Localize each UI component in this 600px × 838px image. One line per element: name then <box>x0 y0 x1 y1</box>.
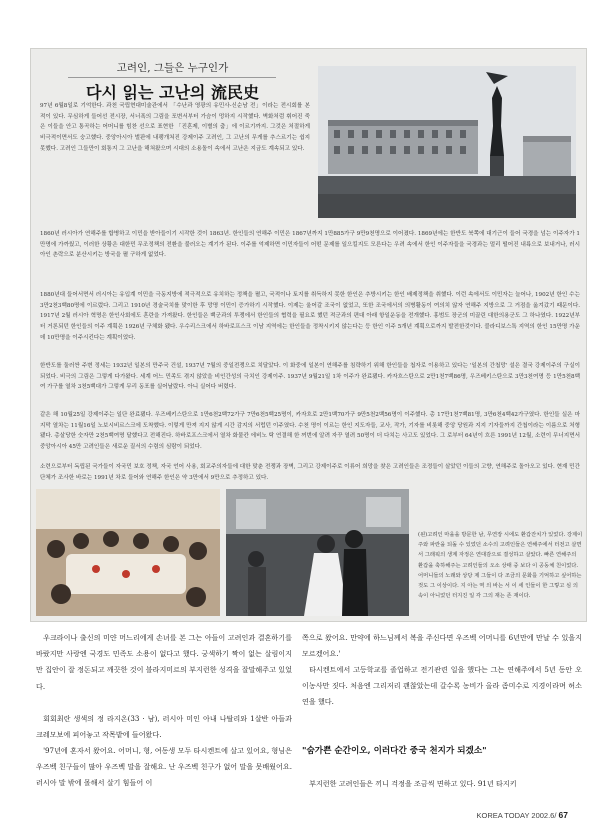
history-paragraph-1880: 1880년대 들어서면서 러시아는 유입계 이민을 극동지방에 적극적으로 유치하는 정책을 펼고, 국적이나 토지를 취득하지 못한 한인은 추방시키는 한인 배제정책을 취했다. 이런 속에서도 이민자는 늘어나, 1902년 한인 수는 3만2천3백80명에 이르렀다. 그리고 1910년 경술국치를 맞이한 후 망명 이민이 증가하기 시작했다. 이제는 울어갈 조국이 없었고, 또한 조국에서의 의병활동이 여의치 않자 연해주 지방으로 그 거점을 옮겨갔기 때문이다. 1917년 2월 러시아 혁명은 한인사회에도 혼란을 가져왔다. 한인들은 백군과의 투쟁에서 한인들의 협력을 필요로 했던 적군과의 편대 아래 항일운동을 전개했다. 홍범도 장군의 미끌린 대한의용군도 그 하나였다. 1922년부터 거론되던 한인들의 이주 계획은 1926년 구체화 됐다. 우수리스크에서 하바로프스크 이남 지역에는 한인들을 정착시키지 않는다는 등 한인 이주 5개년 계획으로까지 발전한것이다. 블라디보스톡 지역의 한인 15만명 가운데 10만명을 이주시킨다는 계획이었다. <box>40 292 581 341</box>
history-paragraph-1932: 한반도를 둘러싼 주변 정세는 1932년 일본의 만주국 건설, 1937년 7월의 중일전쟁으로 치달았다. 이 화중에 일본이 연해주를 침략하기 위해 한인들을 첩자로 이용하고 있다는 '일본의 간첩망' 설은 결국 강제이주의 구실이 되었다. 비극의 그림은 그렇게 다가왔다. 세계 어느 민족도 겪지 않았을 비인간성의 극치인 강제이주. 1937년 9월21일 1차 이주가 완료됐다. 카자흐스탄으로 2만1천7백86명, 우즈베키스탄으로 3만3천여명 등 1만5천8백여 가구를 열차 3천5백대가 그렇게 무리 동포를 실어날랐다. 아니 실어다 버렸다. <box>40 363 580 391</box>
dancing-couple-photo <box>226 489 409 616</box>
body-col1-p2: 회회최란 생색의 정 라지온(33 · 남), 러시아 미인 아내 나탈리와 1살반 아들과 크레모보에 피어놓고 작목밭에 들어왔다. <box>36 714 292 740</box>
article-headline: 다시 읽는 고난의 流民史 <box>86 83 259 102</box>
body-col2-p3: 부지런한 고려인들은 끼니 걱정을 조금씩 면하고 있다. 91년 타지키 <box>309 779 517 788</box>
page-number: 67 <box>558 810 568 820</box>
article-subheading: "숨가쁜 순간이오, 이러다간 중국 천지가 되겠소" <box>302 746 487 756</box>
photo-caption: (왼)고려인 마을을 방문한 남, 무연장 시에도 환갑잔치가 있었다. 강제이주와 파란을 되돌 수 있었던 소수의 고려인들은 연해주에서 터전고 살면서 그래픽의 생계 자정은 연대감으로 결성하고 살았다. 빠른 연해주의 환갑을 축하해주는 고려인들의 오소 상태 중 보다 이 공동체 친이었다. 어머니들의 노래와 상당 제 그들이 다 조금의 문화를 기억하고 싶어하는 것도 그 이상이다. 지 아는 역 의 바는 서 이 세 인들이 한 그렇고 심 의 속이 아니었던 터지진 일 각 그의 재는 존 재이다. <box>418 532 583 600</box>
body-col1-p1: 우크라이나 출신의 미얀 머느리에게 손녀를 본 그는 아들이 고려인과 결혼하기를 바랐지만 사랑엔 국경도 민족도 소용이 없다고 했다. 궁색하기 짝이 없는 살림이지만 집안이 잘 정돈되고 깨끗한 것이 블라지미르의 부지런한 성격을 잘말해주고 있었다. <box>36 633 292 691</box>
dancing-couple-illustration <box>226 489 409 616</box>
hero-photo <box>318 66 576 218</box>
body-col2-p1: 쪽으로 왔어요. 만약에 하느님께서 복을 주신다면 우즈벡 어머니를 6년만에 만날 수 있을지 모르겠어요.' <box>302 633 582 659</box>
intro-paragraph: 97년 6월8일로 기억한다. 과천 국립현대미술관에서 「수난과 영광의 유민사-신순남 전」이라는 전시회를 본 적이 있다. 무심하게 들어선 전시장, 서너폭의 그림을 포변서부터 가슴이 멍하지 시작했다. 벽화처럼 휘어진 죽은 이들을 안고 통곡하는 어머니를 힘찬 선으로 표현한 「진혼제, 이별의 춤」에 이르기까지. 그것은 처절하게 비극적이면서도 숭고했다. 중앙아시아 벌판에 내팽개쳐진 강제이주 고려인, 그 고난의 무게를 추스르기는 쉽지 못했다. 고려인 그들만이 회통지 그 고난을 해쳐왔으며 시대의 소용돌이 속에서 고난은 지금도 계속되고 있다. <box>40 103 310 152</box>
history-paragraph-1860: 1860년 러시아가 연해주를 합병하고 이민을 받아들이기 시작한 것이 1863년. 한인들의 연해주 이민은 1867년까지 1만885가구 9만9천명으로 이어졌다. 1869년에는 한반도 북쪽에 대기근이 들어 국경을 넘는 이주자가 1만명에 가까웠고, 이러한 상황은 대한민 무조정책의 전환을 불러오는 계기가 된다. 이주를 억제하면 이민자들이 어떤 문제를 일으킬지도 모른다는 우려 속에서 한인 이주자들을 국경과는 멀리 떨어진 내륙으로 보내거나, 러시아인 촌락으로 분산시키는 방국을 펼 구하게 없었다. <box>40 231 580 259</box>
publication-name: KOREA TODAY 2002.6/ <box>476 811 557 820</box>
page-footer <box>477 810 568 820</box>
body-col2-p2: 타시켄트에서 고등학교를 졸업하고 전기관련 일을 했다는 그는 연해주에서 5년 동안 오이농사만 짓다. 처음엔 그리저리 괜찮았는데 갈수록 농비가 올라 좀미수로 지경이라며 허소연을 했다. <box>302 665 582 707</box>
body-col1-p3: '97년에 혼자서 왔어요. 어머니, 형, 여동생 모두 타시켄트에 살고 있어요, 형님은 우즈벡 친구들이 많아 우즈벡 말을 잘해요. 난 우즈벡 친구가 없어 말을 못배웠어요. 러시아 말 밖에 몰해서 살기 힘들어 이 <box>36 746 292 788</box>
family-banquet-photo <box>36 489 220 616</box>
history-paragraph-soviet: 소련으로부터 독립된 국가들이 자국민 보호 정책, 자국 언어 사용, 회교주의자들에 대한 맞춘 전쟁과 장벽, 그리고 강제이주로 이류어 희망을 찾은 고려인들은 조정들이 살았던 이들의 고향, 연해주로 돌아오고 있다. 현재 민간 단체가 조사한 바로는 1991년 차로 들어와 연해주 한인은 약 3만에서 9만으로 추정하고 있다. <box>40 464 580 481</box>
kicker-divider <box>68 77 276 78</box>
history-paragraph-stats: 같은 해 10월25일 강제이주는 일단 완료됐다. 우즈베키스탄으로 1만6천2백72가구 7만6천5백25명이, 카자흐로 2만1백70가구 9만5천2백56명이 이주했다. 총 17만1천7백81명, 3만6천4백42가구였다. 한인들 실은 마지막 열차는 11월16일 노보시비르스크에 도착했다. 이렇게 만져 지지 않게 시간 감지의 서럽던 이주였다. 수천 명이 이르는 한인 지도자들, 교사, 작가, 기자를 비롯해 중앙 당원과 지지 기자들까지 간첩이라는 이름으로 처형됐다. 총살당한 숫자만 2천5백여명 달했다고 전해진다. 하바로프스크에서 열차 화물칸 에비노 탁 연결해 한 꺼번에 알려 자꾸 열려 50명이 더 다치는 사고도 있었다. 그 로부터 64년이 흐른 1991년 12월, 소련이 무너지면서 중앙아시아 45만 고려인들은 새로운 질서의 수렴의 심람이 되었다. <box>40 412 580 451</box>
hero-photo-illustration <box>318 66 576 218</box>
article-kicker: 고려인, 그들은 누구인가 <box>116 62 229 74</box>
family-banquet-illustration <box>36 489 220 616</box>
